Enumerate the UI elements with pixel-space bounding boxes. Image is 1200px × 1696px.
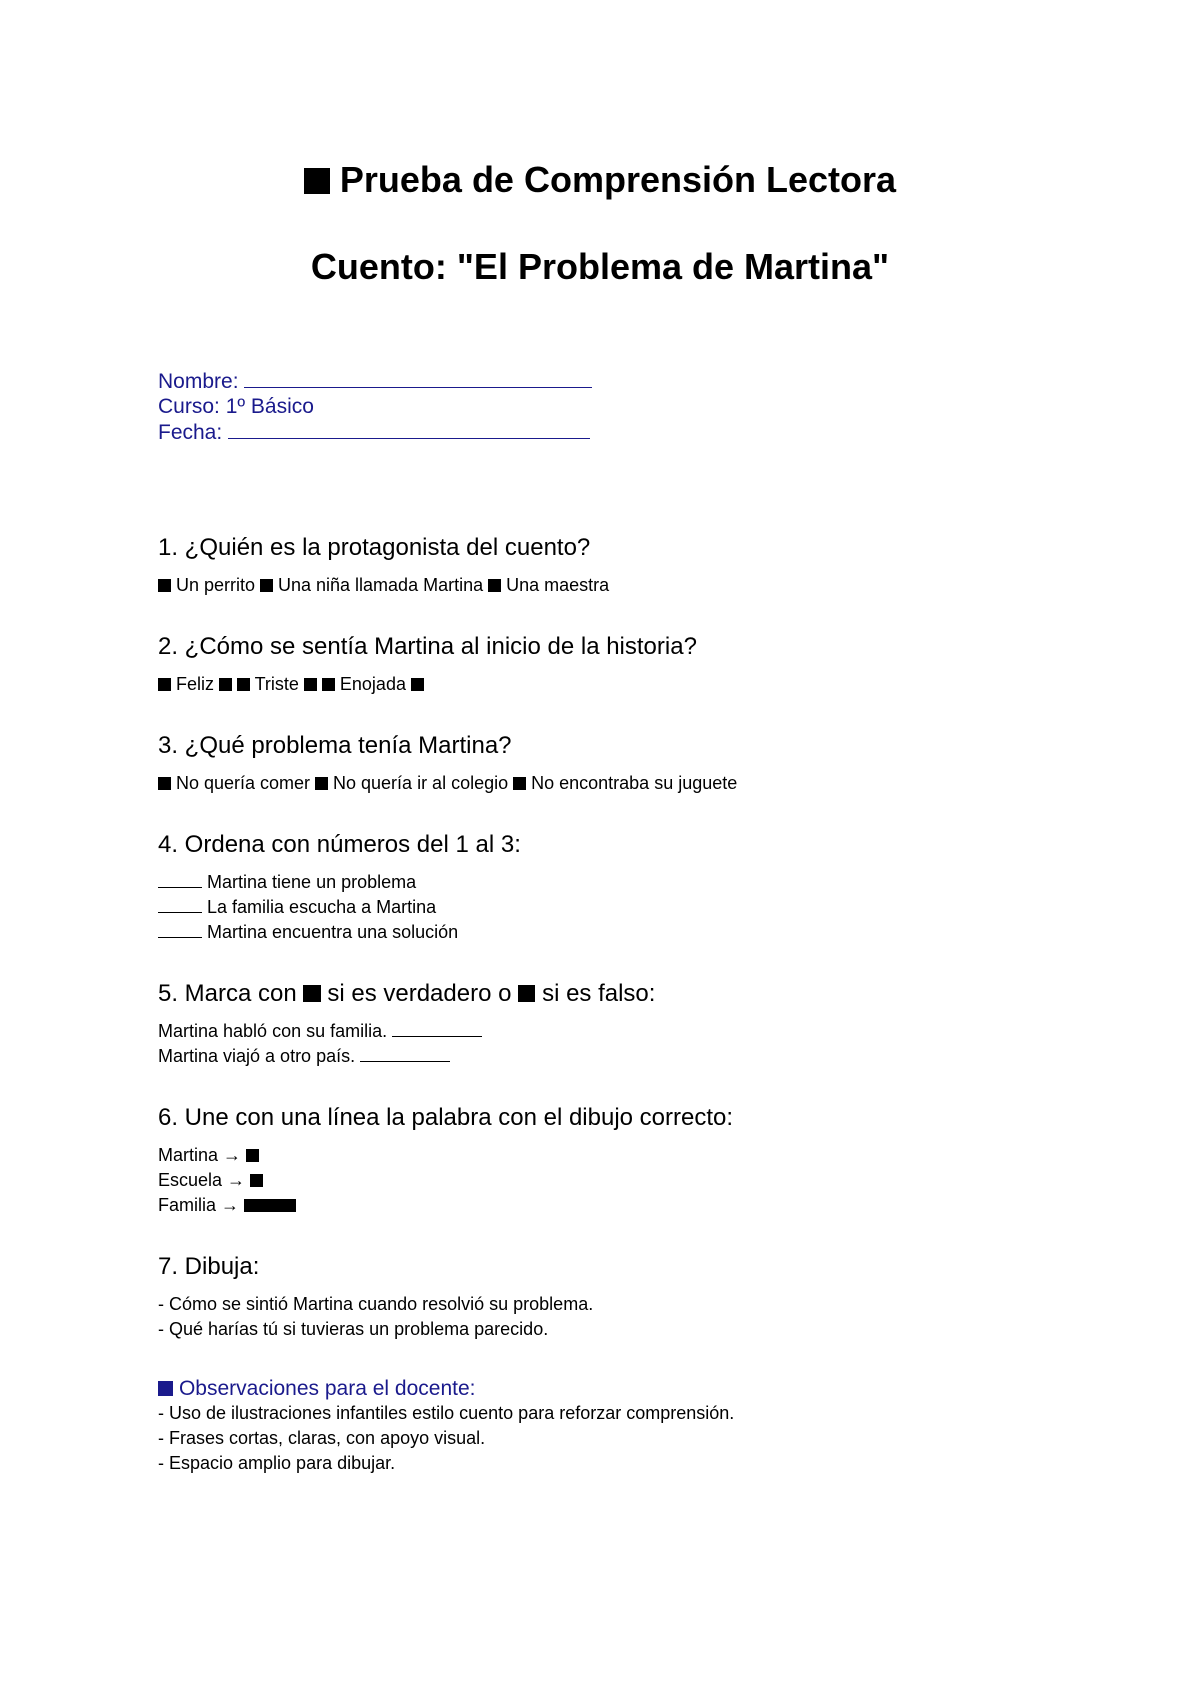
name-line: [158, 368, 1138, 394]
teacher-notes: [158, 1376, 1138, 1476]
option-text: Feliz: [175, 673, 214, 694]
option-text: Una niña llamada Martina: [277, 574, 484, 595]
list-item: - Qué harías tú si tuvieras un problema parecido.: [158, 1318, 549, 1339]
student-info: [158, 368, 1138, 445]
date-line: [158, 419, 1138, 445]
checkbox-icon[interactable]: [322, 678, 335, 691]
option-text: No quería comer: [175, 772, 311, 793]
item-text: Martina viajó a otro país.: [158, 1045, 356, 1066]
question-4: 4. Ordena con números del 1 al 3:: [158, 830, 521, 858]
family-icon: [244, 1195, 296, 1215]
question-6: 6. Une con una línea la palabra con el dibujo correcto:: [158, 1103, 734, 1131]
school-icon: [250, 1174, 263, 1187]
list-item: [158, 870, 1138, 895]
square-icon: [304, 168, 330, 194]
question-1: 1. ¿Quién es la protagonista del cuento?: [158, 533, 591, 561]
question-2-options: [158, 672, 1138, 697]
checkbox-icon[interactable]: [237, 678, 250, 691]
worksheet-content: [158, 368, 1138, 1476]
item-text: La familia escucha a Martina: [207, 896, 437, 917]
page-title: [0, 158, 1200, 202]
face-icon: [304, 678, 317, 691]
list-item: [158, 1143, 1138, 1168]
order-blank[interactable]: [158, 871, 202, 888]
list-item: [158, 920, 1138, 945]
course-line: [158, 394, 1138, 419]
date-blank[interactable]: [228, 419, 590, 439]
note-item: - Frases cortas, claras, con apoyo visual.: [158, 1427, 486, 1448]
list-item: [158, 1168, 1138, 1193]
course-value: 1º Básico: [225, 394, 314, 418]
option-text: Un perrito: [175, 574, 255, 595]
checkbox-icon[interactable]: [315, 777, 328, 790]
cross-icon: [518, 985, 535, 1002]
option-text: Enojada: [339, 673, 406, 694]
list-item: [158, 1044, 1138, 1069]
checkbox-icon[interactable]: [260, 579, 273, 592]
face-icon: [219, 678, 232, 691]
answer-blank[interactable]: [392, 1020, 482, 1037]
notes-title: [158, 1376, 1138, 1401]
question-7: 7. Dibuja:: [158, 1252, 260, 1280]
item-text: Martina habló con su familia.: [158, 1020, 388, 1041]
question-1-options: [158, 573, 1138, 598]
course-label: Curso:: [158, 394, 220, 418]
question-4-items: [158, 870, 1138, 945]
list-item: [158, 895, 1138, 920]
date-label: Fecha:: [158, 420, 223, 444]
list-item: [158, 1193, 1138, 1218]
option-text: Una maestra: [506, 574, 610, 595]
face-icon: [411, 678, 424, 691]
question-5-text-c: si es falso:: [542, 979, 656, 1007]
order-blank[interactable]: [158, 921, 202, 938]
item-text: Escuela →: [158, 1169, 246, 1190]
name-blank[interactable]: [244, 368, 592, 388]
question-5-text-a: 5. Marca con: [158, 979, 297, 1007]
note-item: - Uso de ilustraciones infantiles estilo cuento para reforzar comprensión.: [158, 1402, 735, 1423]
list-item: [158, 1019, 1138, 1044]
square-icon: [158, 1381, 173, 1396]
check-icon: [303, 985, 320, 1002]
notes-title-text: Observaciones para el docente:: [178, 1376, 476, 1400]
list-item: - Cómo se sintió Martina cuando resolvió su problema.: [158, 1293, 594, 1314]
checkbox-icon[interactable]: [513, 777, 526, 790]
checkbox-icon[interactable]: [158, 678, 171, 691]
page-subtitle: Cuento: "El Problema de Martina": [310, 246, 890, 287]
item-text: Martina tiene un problema: [207, 871, 417, 892]
question-5: [158, 979, 1138, 1009]
answer-blank[interactable]: [360, 1045, 450, 1062]
question-2: 2. ¿Cómo se sentía Martina al inicio de la historia?: [158, 632, 697, 660]
checkbox-icon[interactable]: [158, 579, 171, 592]
item-text: Martina →: [158, 1144, 242, 1165]
option-text: No encontraba su juguete: [531, 772, 738, 793]
question-7-items: [158, 1292, 1138, 1342]
checkbox-icon[interactable]: [158, 777, 171, 790]
name-label: Nombre:: [158, 369, 239, 393]
question-3-options: [158, 771, 1138, 796]
item-text: Familia →: [158, 1194, 240, 1215]
question-5-text-b: si es verdadero o: [327, 979, 512, 1007]
question-3: 3. ¿Qué problema tenía Martina?: [158, 731, 512, 759]
girl-icon: [246, 1149, 259, 1162]
option-text: No quería ir al colegio: [333, 772, 509, 793]
item-text: Martina encuentra una solución: [207, 921, 459, 942]
note-item: - Espacio amplio para dibujar.: [158, 1452, 396, 1473]
order-blank[interactable]: [158, 896, 202, 913]
option-text: Triste: [254, 673, 299, 694]
question-5-items: [158, 1019, 1138, 1069]
title-text: Prueba de Comprensión Lectora: [339, 159, 897, 200]
checkbox-icon[interactable]: [488, 579, 501, 592]
question-6-items: [158, 1143, 1138, 1218]
